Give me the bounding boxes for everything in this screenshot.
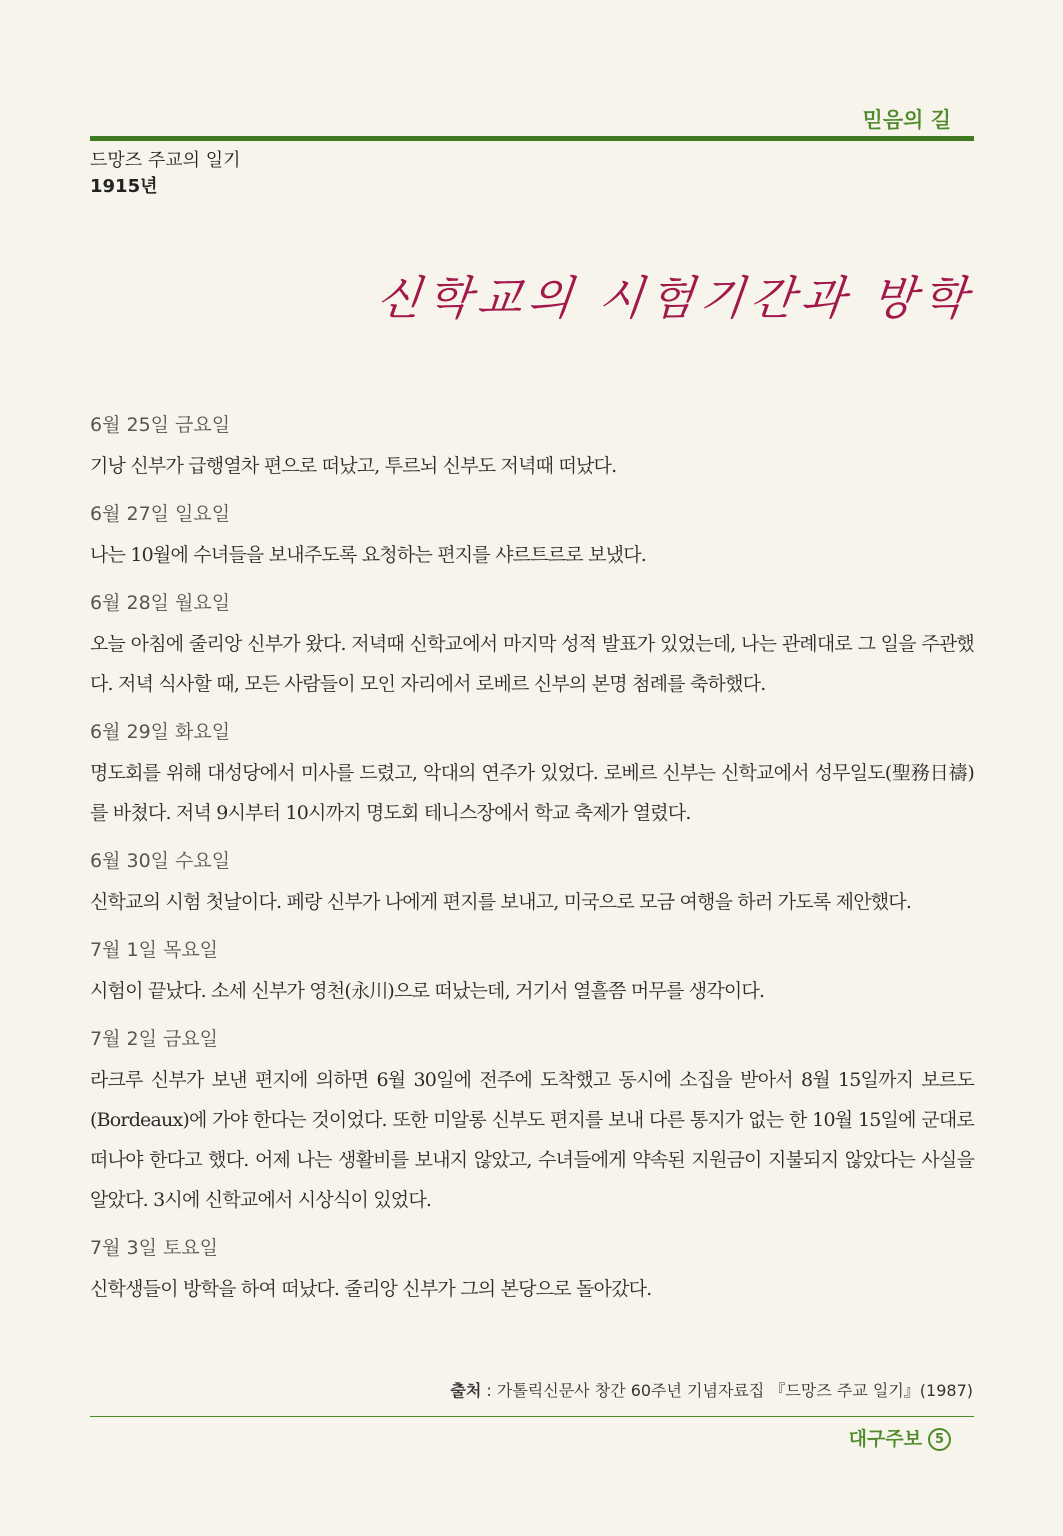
source-label: 출처 xyxy=(450,1381,482,1400)
source-citation xyxy=(450,1378,973,1401)
diary-entry xyxy=(90,588,974,704)
diary-entry xyxy=(90,410,974,486)
diary-entry xyxy=(90,1233,974,1309)
diary-entry xyxy=(90,717,974,833)
entry-date: 6월 29일 화요일 xyxy=(90,721,231,743)
entry-date: 6월 28일 월요일 xyxy=(90,592,231,614)
bottom-divider xyxy=(90,1416,974,1417)
top-divider xyxy=(90,136,974,141)
entry-text: 명도회를 위해 대성당에서 미사를 드렸고, 악대의 연주가 있었다. 로베르 신부는 신학교에서 성무일도(聖務日禱)를 바쳤다. 저녁 9시부터 10시까지 명도회 테니스장에서 학교 축제가 열렸다. xyxy=(90,762,974,824)
entry-date: 6월 25일 금요일 xyxy=(90,414,231,436)
diary-entries xyxy=(90,410,974,1322)
entry-date: 6월 27일 일요일 xyxy=(90,503,231,525)
entry-date: 6월 30일 수요일 xyxy=(90,850,231,872)
diary-entry xyxy=(90,846,974,922)
diary-entry xyxy=(90,499,974,575)
series-year: 1915년 xyxy=(90,176,158,197)
entry-date: 7월 1일 목요일 xyxy=(90,939,219,961)
entry-text: 나는 10월에 수녀들을 보내주도록 요청하는 편지를 샤르트르로 보냈다. xyxy=(90,544,647,566)
page-title: 신학교의 시험기간과 방학 xyxy=(373,271,976,325)
series-header xyxy=(90,148,241,200)
diary-entry xyxy=(90,935,974,1011)
publication-name: 대구주보 xyxy=(848,1428,922,1450)
entry-text: 오늘 아침에 줄리앙 신부가 왔다. 저녁때 신학교에서 마지막 성적 발표가 있었는데, 나는 관례대로 그 일을 주관했다. 저녁 식사할 때, 모든 사람들이 모인 자리에서 로베르 신부의 본명 첨례를 축하했다. xyxy=(90,633,974,695)
source-text: : 가톨릭신문사 창간 60주년 기념자료집 『드망즈 주교 일기』(1987) xyxy=(481,1381,973,1400)
entry-date: 7월 3일 토요일 xyxy=(90,1237,219,1259)
page-number: 5 xyxy=(928,1428,951,1451)
entry-text: 라크루 신부가 보낸 편지에 의하면 6월 30일에 전주에 도착했고 동시에 소집을 받아서 8월 15일까지 보르도(Bordeaux)에 가야 한다는 것이었다. 또한 미알롱 신부도 편지를 보내 다른 통지가 없는 한 10월 15일에 군대로 떠나야 한다고 했다. 어제 나는 생활비를 보내지 않았고, 수녀들에게 약속된 지원금이 지불되지 않았다는 사실을 알았다. 3시에 신학교에서 시상식이 있었다. xyxy=(90,1069,974,1211)
entry-text: 시험이 끝났다. 소세 신부가 영천(永川)으로 떠났는데, 거기서 열흘쯤 머무를 생각이다. xyxy=(90,980,765,1002)
entry-date: 7월 2일 금요일 xyxy=(90,1028,219,1050)
entry-text: 기낭 신부가 급행열차 편으로 떠났고, 투르뇌 신부도 저녁때 떠났다. xyxy=(90,455,617,477)
entry-text: 신학생들이 방학을 하여 떠났다. 줄리앙 신부가 그의 본당으로 돌아갔다. xyxy=(90,1278,652,1300)
series-title: 드망즈 주교의 일기 xyxy=(90,150,241,171)
section-label: 믿음의 길 xyxy=(862,108,951,132)
diary-entry xyxy=(90,1024,974,1220)
entry-text: 신학교의 시험 첫날이다. 페랑 신부가 나에게 편지를 보내고, 미국으로 모금 여행을 하러 가도록 제안했다. xyxy=(90,891,912,913)
footer xyxy=(849,1424,951,1451)
